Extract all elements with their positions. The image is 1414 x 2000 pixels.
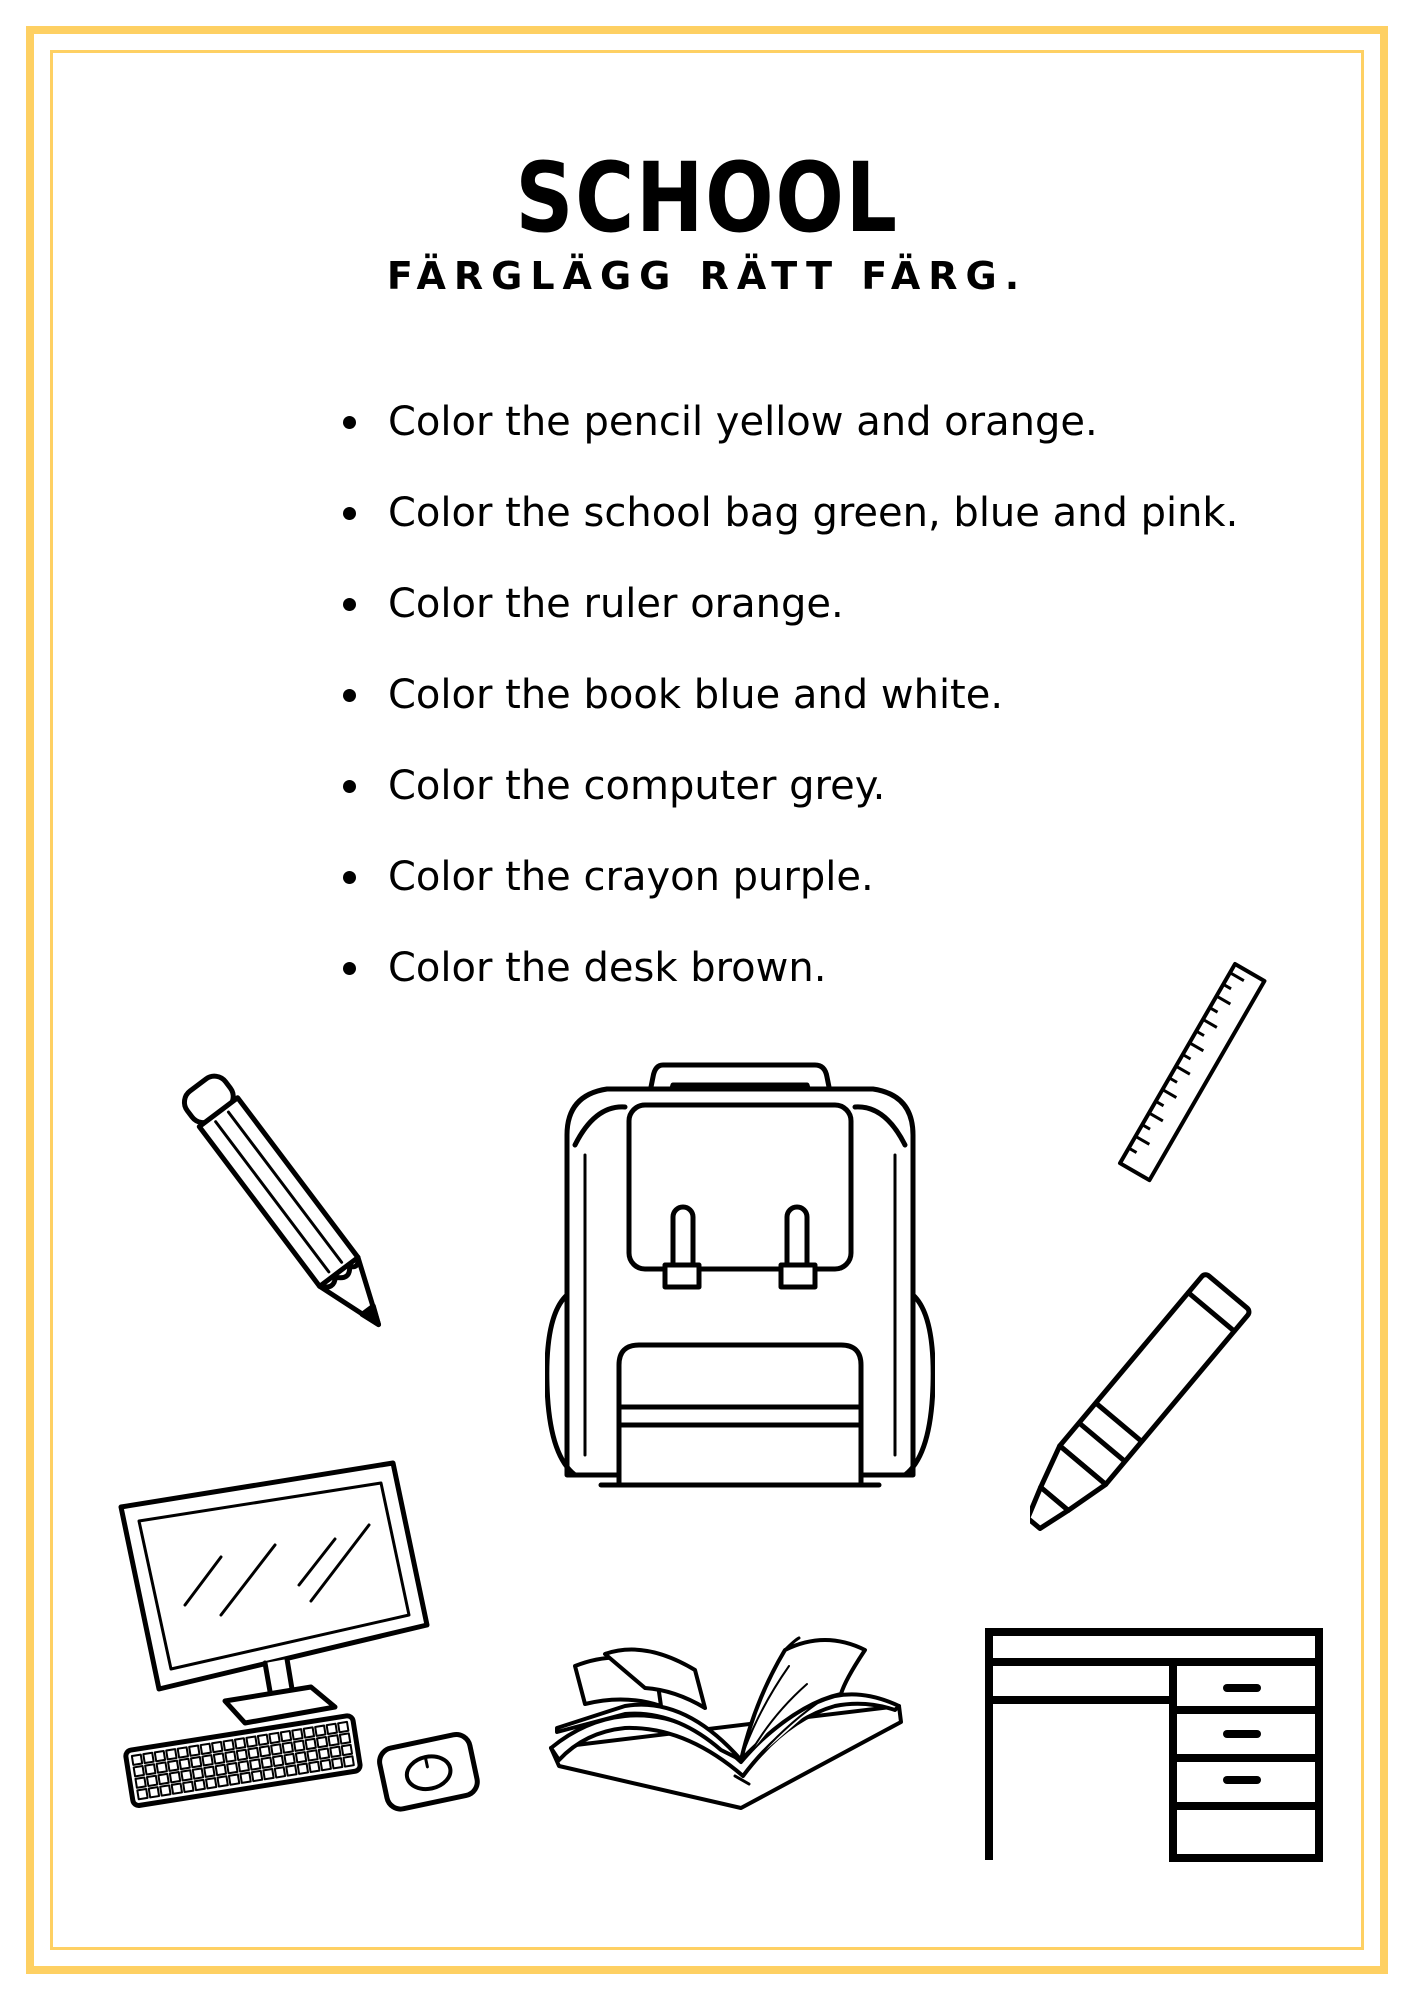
instruction-text: Color the school bag green, blue and pink.	[388, 490, 1239, 536]
instruction-list	[338, 398, 1238, 1035]
book-icon	[545, 1610, 915, 1810]
instruction-text: Color the ruler orange.	[388, 581, 844, 627]
worksheet-subtitle: FÄRGLÄGG RÄTT FÄRG.	[386, 254, 1028, 298]
bullet-icon	[343, 416, 356, 429]
bullet-icon	[343, 507, 356, 520]
instruction-item	[338, 762, 1238, 853]
instruction-text: Color the pencil yellow and orange.	[388, 399, 1098, 445]
bullet-icon	[343, 871, 356, 884]
bullet-icon	[343, 689, 356, 702]
bullet-icon	[343, 962, 356, 975]
instruction-text: Color the book blue and white.	[388, 672, 1004, 718]
worksheet-title: SCHOOL	[515, 142, 899, 254]
pencil-icon	[170, 1065, 400, 1355]
instruction-item	[338, 671, 1238, 762]
instruction-item	[338, 853, 1238, 944]
instruction-text: Color the computer grey.	[388, 763, 886, 809]
ruler-icon	[1095, 950, 1285, 1210]
school-bag-icon	[545, 1055, 935, 1505]
instruction-text: Color the desk brown.	[388, 945, 827, 991]
instruction-item	[338, 580, 1238, 671]
instruction-item	[338, 489, 1238, 580]
instruction-text: Color the crayon purple.	[388, 854, 874, 900]
bullet-icon	[343, 598, 356, 611]
instruction-item	[338, 398, 1238, 489]
computer-icon	[115, 1455, 505, 1815]
bullet-icon	[343, 780, 356, 793]
desk-icon	[975, 1620, 1335, 1870]
crayon-icon	[1030, 1270, 1280, 1560]
